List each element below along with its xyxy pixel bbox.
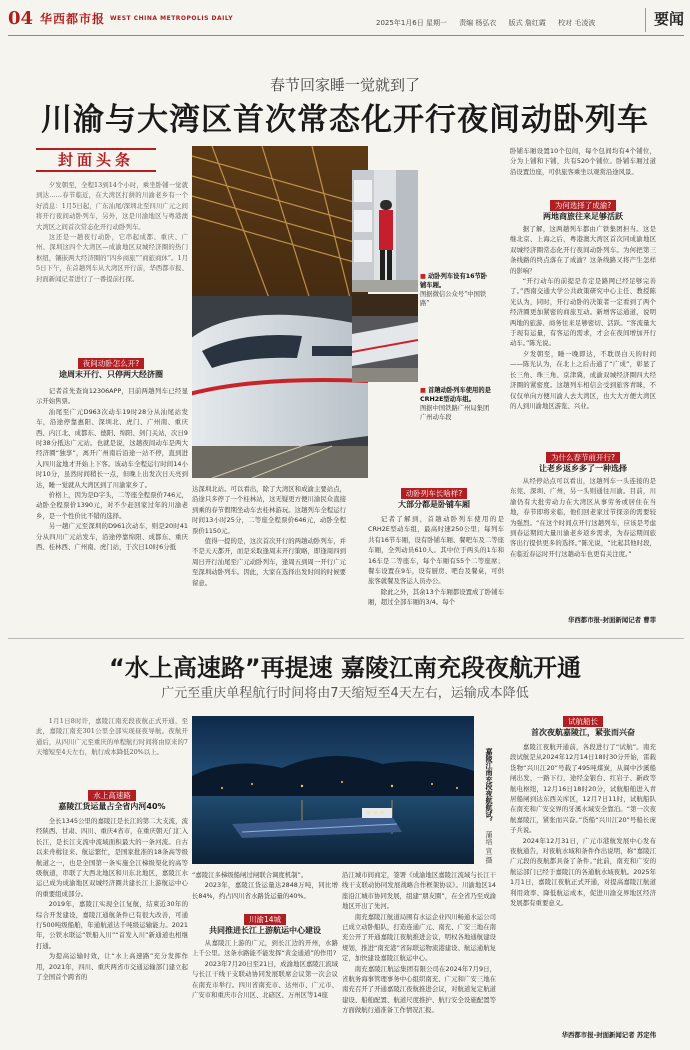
story2-subhead-1: 水上高速路 嘉陵江货运量占全省内河40% [58, 791, 166, 811]
story2-photo-caption: 嘉陵江南充段夜航航试。 蒲培 宣 摄 [485, 748, 493, 864]
designer-credit: 版式 詹红霞 [508, 19, 546, 27]
platform-train-photo [352, 294, 418, 382]
train-interior-photo [192, 146, 368, 478]
story2-column-4: 嘉陵江夜航开通前，各段进行了“试航”。南充段试航是从2024年12月14日18时30分开始，雷载货物“兴川江20”号载了495吨煤炭，从阆中沙溪船闸出发，一路下行，途经金银台、红岩子、新政等航电枢纽，12月16日18时20分，试航船舶进入青居船闸到达东西关库区，12月7日11时，试航船队在南充和广安交界的牙溪水域安全靠泊。“第一次夜航嘉陵江，紧张而兴奋。”货船“兴川江20”号船长庞子兵说。 2024年12月31日，广元市港航发展中心发布夜航通告，对夜航水域和条件作出说明，称“嘉陵江广元段的夜航都具备了条件。”此前，南充和广安的航运部门已经于嘉陵江的各通航水域夜航。2025年1月1日，嘉陵江夜航正式开通，对提高嘉陵江航道利用效率、降低航运成本，促进川渝交界地区经济发展都有重要意义。 [510, 743, 656, 908]
story2-column-2b: 从嘉陵江上游的广元，到长江边的开州，水路上千公里。这条水路能不能发挥“黄金通道”的作用? 2023年7月20日至21日，成渝地区嘉陵江流域与长江干线干支联动协同发展联席会议第一次会议在南充市举行。四川省南充市、达州市、广元市、广安市和重庆市合川区、北碚区、万州区等14座 [192, 939, 338, 1000]
story1-column-2: 记者首先查询12306APP，目前两趟列车已经显示开始售票。 汕尾至广元D963次动车19时28分从汕尾站发车，沿途停靠惠阳、深圳北、虎门、广州南、重庆西、内江北、成都东、德阳、绵阳、剑门关站，次日9时38分抵达广元站。也就是说，这趟夜间动车是两大经济圈“独享”，离开广州南后沿途一站不停，直到进入四川盆地才开始上下客。该动车全程运行时间14小时10分，虽然时间稍长一点，但晚上出发次日天亮到达，睡一觉就从大湾区到了川渝家乡了。 价格上，因为是D字头，二等座全程票价746元，动卧全程票价1390元，对不少赶回家过年的川渝老乡，是一个性价比不错的选择。 另一趟广元至深圳的D961次动车，则是20时41分从四川广元站发车，沿途停靠绵阳、成都东、重庆西、桂林西、广州南、虎门站，于次日10时6分抵 [36, 387, 188, 552]
page-meta [376, 18, 605, 28]
story2-byline: 华西都市报-封面新闻记者 苏定伟 [561, 1031, 656, 1039]
page-header [8, 6, 684, 36]
page-number: 04 [8, 8, 34, 29]
story1-subhead-3: 为何选择了成渝? 两地商旅往来足够活跃 [543, 201, 623, 221]
story1-column-4: 记者了解到，首趟动卧列车使用的是CRH2E型动车组，最高时速250公里；每列车共有16节车厢，设有卧铺车厢、餐吧车及二等座车厢，全列动员610人。其中位于两头的1车和16车是二等座车，每个车厢有55个二等座席；餐车设置在9车，设有厨房、吧台及餐桌，可供旅客就餐及客运人员办公。 除此之外，其余13个车厢都设置成了卧铺车厢，超过全部车厢的3/4。每个 [368, 515, 504, 607]
story1-byline: 华西都市报-封面新闻记者 曹菲 [568, 616, 656, 624]
berth-carriage-photo [352, 170, 418, 292]
newspaper-english-name: WEST CHINA METROPOLIS DAILY [110, 15, 234, 22]
story2-subhead-2: 川渝14城 共同推进长江上游航运中心建设 [209, 915, 321, 935]
story1-subhead-4: 为什么春节前开行? 让老乡返乡多了一种选择 [539, 453, 627, 473]
story1-column-5-top: 卧铺车厢设置10个包间，每个包间均有4个铺位，分为上铺和下铺，共有520个铺位。卧铺车厢过道沿设置边座，可供旅客乘坐以观赏沿途风景。 [510, 147, 656, 176]
proof-credit: 校对 毛凌波 [558, 19, 596, 27]
story1-lede: 夕发朝至，全程13到14个小时，乘坐卧铺一觉就到达……春节临近，在大湾区打拼的川渝老乡有一个好消息：1月5日起，广东汕尾/深圳北至四川广元之间将开行夜间动卧列车，另外，这是川渝地区与粤港澳大湾区之间首次常态化开行动卧列车。 这还是一趟夜行动卧，它串起成都、重庆、广州、深圳这四个大湾区—成渝地区双城经济圈的热门枢纽，镶嵌两大经济圈的“四乡商旅”“商旅商休”。1月5日下午，在首趟列车从大湾区开行前，华西都市报、封面新闻记者进行了一番提前打探。 [36, 181, 188, 283]
story2-column-1: 全长1345公里的嘉陵江是长江的第二大支流，流经陕西、甘肃、四川、重庆4省市，在重庆朝天门汇入长江，是长江支流中流域面积最大的一条河流。自古以来舟楫往来、航运繁忙，是国家批准的18条高等级航道之一，也是全国第一条实施全江梯级渠化的高等级航道，串联了大西北地区和川东北地区，嘉陵江水运已成为成渝地区双城经济圈共建长江上游航运中心的重要组成部分。 2019年，嘉陵江实现全江复航，结束近30年的综合开发建设，嘉陵江通航条件已有很大改善，可通行500吨级船舶，年通航道达千吨级运输能力。2021年，公铁水联运“铁船入川”“首发入川”新通道也相继打通。 为提高运输时效，让“水上高速路”充分发挥作用，2021年，四川、重庆两省市交通运输部门建立起了全国首个跨省的 [36, 817, 188, 982]
story1-column-5-mid: 据了解，这两趟列车都由广铁集团担当。这是继北京、上海之后，粤港澳大湾区首次同成渝地区双城经济圈常态化开行夜间动卧列车。为何把第三条线路的终点落在了成渝？这条线路又将产生怎样的影响？ “开行动车的前提是肯定是路网已经足够完善了。”西南交通大学公共政策研究中心主任、教授陈光认为，同时，开行动卧的决策者一定看到了两个经济圈更加紧密的商旅互动。新增客运通道，说明两地的旅游、商务往来足够密切、活跃。“客流量大于现有运量，有客运的需求，才会在夜间增加开行动车。”陈光说。 夕发朝至，睡一晚即达，不耽误白天的时间——陈光认为，在北上之后击通了“广成”，彰显了长三角、珠三角、京津冀，成渝双城经济圈四大经济圈的紧密度。这趟列车相信会受到旅客青睐，不仅仅单向方便川渝人去大湾区，也大大方便大湾区的人到川渝地区游览、兴业。 [510, 225, 656, 410]
story2-subhead-3: 试航船长 首次夜航嘉陵江，紧张而兴奋 [531, 717, 635, 737]
editor-credit: 责编 杨弘衣 [459, 19, 497, 27]
story1-headline: 川渝与大湾区首次常态化开行夜间动卧列车 [41, 102, 649, 138]
story2-deck: 广元至重庆单程航行时间将由7天缩短至4天左右，运输成本降低 [161, 686, 529, 701]
cover-story-tag: 封面头条 [36, 148, 156, 172]
story1-kicker: 春节回家睡一觉就到了 [269, 76, 420, 94]
story2-lede: 1月1日8时许，嘉陵江南充段夜航正式开通，至此，嘉陵江南充301公里全部实现昼夜导航。夜航开通后，从四川广元至重庆的单程航行时间将由原来的7天缩短至4天左右，航行成本降低20%以上。 [36, 717, 188, 757]
section-name: 要闻 [645, 8, 684, 32]
story1-subhead-2: 动卧列车长啥样? 大部分都是卧铺车厢 [398, 489, 470, 509]
night-river-photo [192, 716, 474, 864]
photo-caption-1: ■ 动卧列车设有16节卧铺车厢。 图据微信公众号“中国铁路” [420, 273, 488, 307]
issue-date: 2025年1月6日 星期一 [376, 19, 447, 27]
story1-subhead-1: 夜间动卧怎么开? 途周末开行、只停两大经济圈 [59, 359, 163, 379]
story2-column-3: 沿江城市间商定，签署《成渝地区嘉陵江流域与长江干线干支联动协同发展战略合作框架协议》。川渝地区14座沿江城市协同发展，组建“朋友圈”，在全省乃至成渝地区开出了先河。 南充嘉陵江航道局围有水运企业四川畅通水运公司已成立动卧船队，打造连通广元、南充、广安三地在南充公开了开通嘉陵江夜航推进会议，明权各地通航建设规划，推进“南充港”省际联运物流港建设、航运通航复定，加快建设嘉陵江航运中心。 南充嘉陵江航运集团有限公司在2024年7月9日，省航务海事管理事务中心组织南充、广元和广安三地在南充召开了开通嘉陵江夜航推进会议，对航道复定航道建设、船舶配置、航道尺度推护、航行安全设施配置等方面做航行通准备工作情况汇报。 [342, 871, 496, 1015]
photo-caption-2: ■ 首趟动卧列车使用的是CRH2E型动车组。 图据中国铁路广州局集团广州动车段 [420, 387, 491, 421]
story1-column-5-bot: 从经停站点可以看出，这趟列车一头连接的是东莞、深圳、广州，另一头则通往川渝。目前，川渝仍有大批劳动力在大湾区从事劳务或居住在当地，春节即将来临，他们回老家过节探亲的需要较为强烈。“在这个时间点开行这趟列车，应该是考虑到春运期间大量川渝老乡返乡需求，为春运期间旅客出行提供更多的选择。”陈光说，“比起其他时段，在临近春运时开行这趟动车也更有关注度。” [510, 477, 656, 558]
newspaper-logo: 华西都市报 [40, 12, 106, 26]
story1-column-3: 达深圳北站。可以看出，除了大湾区和成渝主要站点，沿途只多停了一个桂林站，这无疑更方便川渝民众直接到乘的春节假期坐动车去桂林游玩。这趟列车全程运行时间13小时25分，二等座全程票价646元，动卧全程票价1150元。 值得一提的是，这次首次开行的两趟动卧列车，并不是天天都开，而是采取逢周末开行策略，即逢周四到周日开行汕尾至广元动卧列车，逢周五到周一开行广元至深圳动卧列车。因此，大家在选择出发时间的时候要留意。 [192, 485, 346, 587]
story2-headline: “水上高速路”再提速 嘉陵江南充段夜航开通 [109, 654, 581, 682]
story2-column-2a: “嘉陵江多梯级船闸过闸联合调度机制”。 2023年，嘉陵江货运量达2848万吨，同比增长84%，约占四川省水路货运量的40%。 [192, 871, 338, 900]
